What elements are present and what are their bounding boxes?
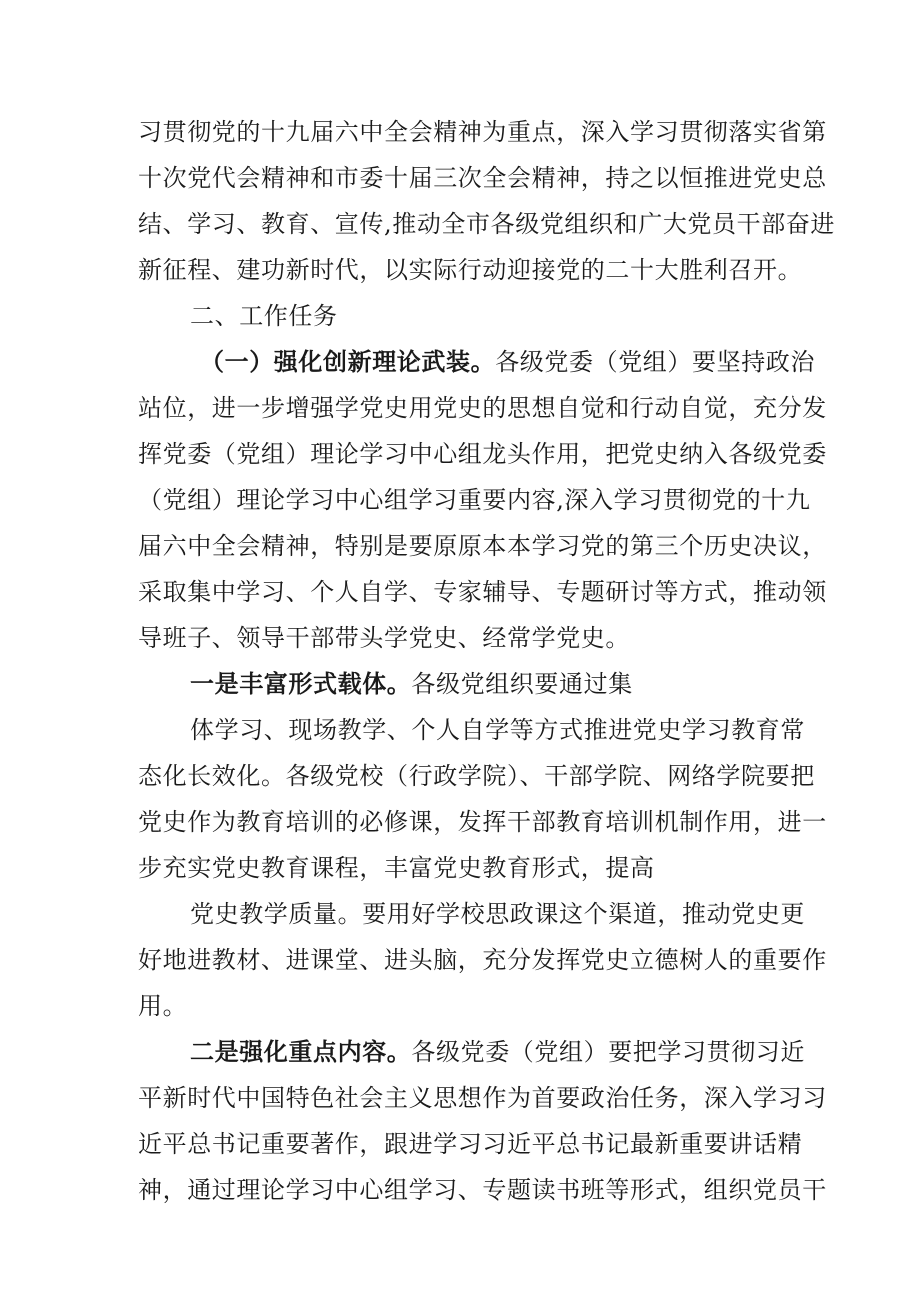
paragraph-line: 习贯彻党的十九届六中全会精神为重点，深入学习贯彻落实省第 <box>138 118 827 146</box>
paragraph-line: 近平总书记重要著作，跟进学习习近平总书记最新重要讲话精 <box>138 1130 803 1158</box>
paragraph-line: 导班子、领导干部带头学党史、经常学党史。 <box>138 624 630 652</box>
paragraph-line: 党史教学质量。要用好学校思政课这个渠道，推动党史更 <box>190 900 805 928</box>
paragraph-line: 步充实党史教育课程，丰富党史教育形式，提高 <box>138 854 655 882</box>
paragraph-line: 站位，进一步增强学党史用党史的思想自觉和行动自觉，充分发 <box>138 394 827 422</box>
paragraph-line: （党组）理论学习中心组学习重要内容,深入学习贯彻党的十九 <box>138 486 811 514</box>
paragraph-line: 体学习、现场教学、个人自学等方式推进党史学习教育常 <box>190 716 805 744</box>
paragraph-line: 平新时代中国特色社会主义思想作为首要政治任务，深入学习习 <box>138 1084 827 1112</box>
point-heading: 一是丰富形式载体。 <box>190 669 412 698</box>
paragraph-line: 党史作为教育培训的必修课，发挥干部教育培训机制作用，进一 <box>138 808 827 836</box>
paragraph-line: 好地进教材、进课堂、进头脑，充分发挥党史立德树人的重要作 <box>138 946 827 974</box>
paragraph-text: 各级党委（党组）要把学习贯彻习近 <box>411 1038 806 1066</box>
paragraph-line: 新征程、建功新时代，以实际行动迎接党的二十大胜利召开。 <box>138 256 803 284</box>
point-first-line <box>190 1037 805 1067</box>
paragraph-text: 各级党组织要通过集 <box>411 670 633 698</box>
paragraph-line: 届六中全会精神，特别是要原原本本学习党的第三个历史决议， <box>138 532 827 560</box>
paragraph-line: 结、学习、教育、宣传,推动全市各级党组织和广大党员干部奋进 <box>138 210 836 238</box>
point-heading: 二是强化重点内容。 <box>190 1037 412 1066</box>
point-first-line <box>190 669 633 699</box>
paragraph-line: 用。 <box>138 992 188 1020</box>
paragraph-line: 态化长效化。各级党校（行政学院）、干部学院、网络学院要把 <box>138 762 815 790</box>
paragraph-line: 挥党委（党组）理论学习中心组龙头作用，把党史纳入各级党委 <box>138 440 827 468</box>
subsection-first-line <box>200 347 815 377</box>
paragraph-line: 十次党代会精神和市委十届三次全会精神，持之以恒推进党史总 <box>138 164 827 192</box>
paragraph-line: 神，通过理论学习中心组学习、专题读书班等形式，组织党员干 <box>138 1176 827 1204</box>
paragraph-line: 采取集中学习、个人自学、专家辅导、专题研讨等方式，推动领 <box>138 578 827 606</box>
subsection-heading: （一）强化创新理论武装。 <box>200 347 496 376</box>
section-heading: 二、工作任务 <box>190 302 338 330</box>
paragraph-text: 各级党委（党组）要坚持政治 <box>495 348 816 376</box>
